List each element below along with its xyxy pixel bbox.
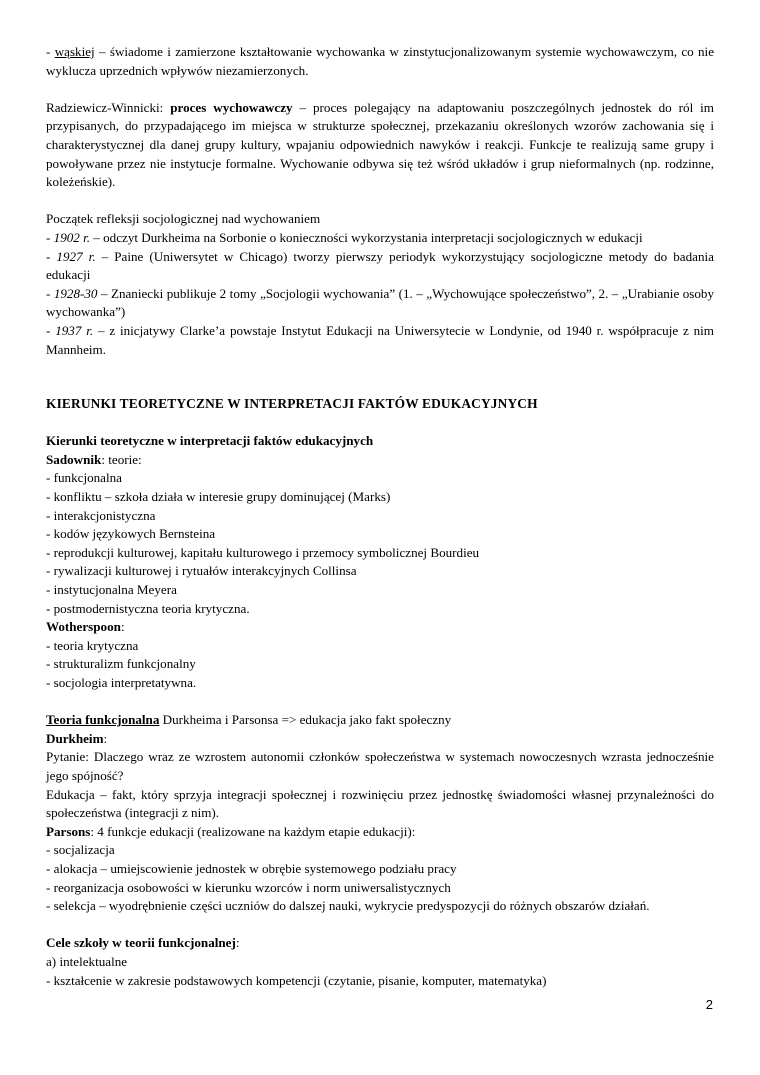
history-heading: Początek refleksji socjologicznej nad wychowaniem xyxy=(46,211,321,227)
list-item: - selekcja – wyodrębnienie części uczniów do dalszej nauki, wykrycie predyspozycji do różnych obszarów działań. xyxy=(46,898,650,914)
list-item: - interakcjonistyczna xyxy=(46,507,156,523)
list-item: - reprodukcji kulturowej, kapitału kulturowego i przemocy symbolicznej Bourdieu xyxy=(46,544,480,560)
document-page xyxy=(46,43,714,990)
list-item: - socjalizacja xyxy=(46,842,115,858)
kierunki-subheading: Kierunki teoretyczne w interpretacji faktów edukacyjnych xyxy=(46,433,374,449)
page-number: 2 xyxy=(705,997,713,1012)
funkcjonalna-title: Teoria funkcjonalna xyxy=(46,712,160,728)
radziewicz-paragraph xyxy=(46,99,714,192)
intro-paragraph: - wąskiej – świadome i zamierzone kształtowanie wychowanka w zinstytucjonalizowanym systemie wychowawczym, co nie wyklucza uprzednich wpływów niezamierzonych. xyxy=(46,44,715,78)
list-item: a) intelektualne xyxy=(46,953,128,969)
list-item: - funkcjonalna xyxy=(46,470,122,486)
radziewicz-author: Radziewicz-Winnicki: xyxy=(46,99,171,115)
list-item: - instytucjonalna Meyera xyxy=(46,582,177,598)
radziewicz-text: – proces polegający na adaptowaniu poszczególnych jednostek do ról im przypisanych, do przypadającego im miejsca w strukturze społecznej, przekazaniu określonych wzorów zachowania się i charakterystycznej dla danej grupy kultury, wpajaniu odpowiednich nawyków i reakcji. Funkcje te realizują same grupy i powoływane przez nie instytucje formalne. Wychowanie odbywa się też wśród układów i grup nieformalnych (np. rodzinne, koleżeńskie). xyxy=(46,99,714,190)
durkheim-line: Durkheim: xyxy=(46,730,108,746)
parsons-line: Parsons: 4 funkcje edukacji (realizowane na każdym etapie edukacji): xyxy=(46,823,416,839)
list-item: - alokacja – umiejscowienie jednostek w obrębie systemowego podziału pracy xyxy=(46,860,457,876)
list-item: - kodów językowych Bernsteina xyxy=(46,526,216,542)
history-year: 1928-30 xyxy=(53,285,98,301)
funkcjonalna-title-line: Teoria funkcjonalna Durkheima i Parsonsa => edukacja jako fakt społeczny xyxy=(46,712,452,728)
waskiej-term: wąskiej xyxy=(54,44,95,59)
list-item: - postmodernistyczna teoria krytyczna. xyxy=(46,600,250,616)
history-year: 1902 r. xyxy=(53,229,91,245)
wotherspoon-line: Wotherspoon: xyxy=(46,619,125,635)
list-item: - strukturalizm funkcjonalny xyxy=(46,656,196,672)
list-item: - socjologia interpretatywna. xyxy=(46,675,197,690)
history-year: 1927 r. xyxy=(56,248,96,264)
list-item: - reorganizacja osobowości w kierunku wzorców i norm uniwersalistycznych xyxy=(46,879,451,895)
history-item: - 1937 r. – z inicjatywy Clarke’a powstaje Instytut Edukacji na Uniwersytecie w Londynie, od 1940 r. współpracuje z nim Mannheim. xyxy=(46,322,714,357)
wotherspoon-label: Wotherspoon xyxy=(46,619,121,635)
durkheim-label: Durkheim xyxy=(46,730,104,746)
history-item: - 1902 r. – odczyt Durkheima na Sorbonie o konieczności wykorzystania interpretacji socjologicznych w edukacji xyxy=(46,229,643,245)
list-item: - teoria krytyczna xyxy=(46,637,139,653)
edukacja-paragraph: Edukacja – fakt, który sprzyja integracji społecznej i rozwinięciu przez jednostkę świadomości własnej przynależności do społeczeństwa (integracji z nim). xyxy=(46,786,714,821)
history-year: 1937 r. xyxy=(55,322,94,338)
section-title: KIERUNKI TEORETYCZNE W INTERPRETACJI FAKTÓW EDUKACYJNYCH xyxy=(46,396,538,412)
durkheim-question: Pytanie: Dlaczego wraz ze wzrostem autonomii członków społeczeństwa w systemach nowoczesnych wzrasta jednocześnie jego spójność? xyxy=(46,749,714,783)
list-item: - kształcenie w zakresie podstawowych kompetencji (czytanie, pisanie, komputer, matematyka) xyxy=(46,972,547,988)
sadownik-line: Sadownik: teorie: xyxy=(46,451,142,467)
radziewicz-term: proces wychowawczy xyxy=(170,99,293,115)
history-item: - 1927 r. – Paine (Uniwersytet w Chicago) tworzy pierwszy periodyk wykorzystujący socjologiczne metody do badania edukacji xyxy=(46,248,714,283)
cele-heading: Cele szkoły w teorii funkcjonalnej xyxy=(46,935,236,951)
waskiej-text: – świadome i zamierzone kształtowanie wychowanka w zinstytucjonalizowanym systemie wychowawczym, co nie wyklucza uprzednich wpływów niezamierzonych. xyxy=(46,44,715,78)
list-item: - konfliktu – szkoła działa w interesie grupy dominującej (Marks) xyxy=(46,489,391,505)
list-item: - rywalizacji kulturowej i rytuałów interakcyjnych Collinsa xyxy=(46,563,357,579)
parsons-label: Parsons xyxy=(46,823,91,839)
history-item: - 1928-30 – Znaniecki publikuje 2 tomy „Socjologii wychowania” (1. – „Wychowujące społeczeństwo”, 2. – „Urabianie osoby wychowanka”) xyxy=(46,285,714,320)
cele-heading-line: Cele szkoły w teorii funkcjonalnej: xyxy=(46,935,240,951)
sadownik-label: Sadownik xyxy=(46,451,102,467)
